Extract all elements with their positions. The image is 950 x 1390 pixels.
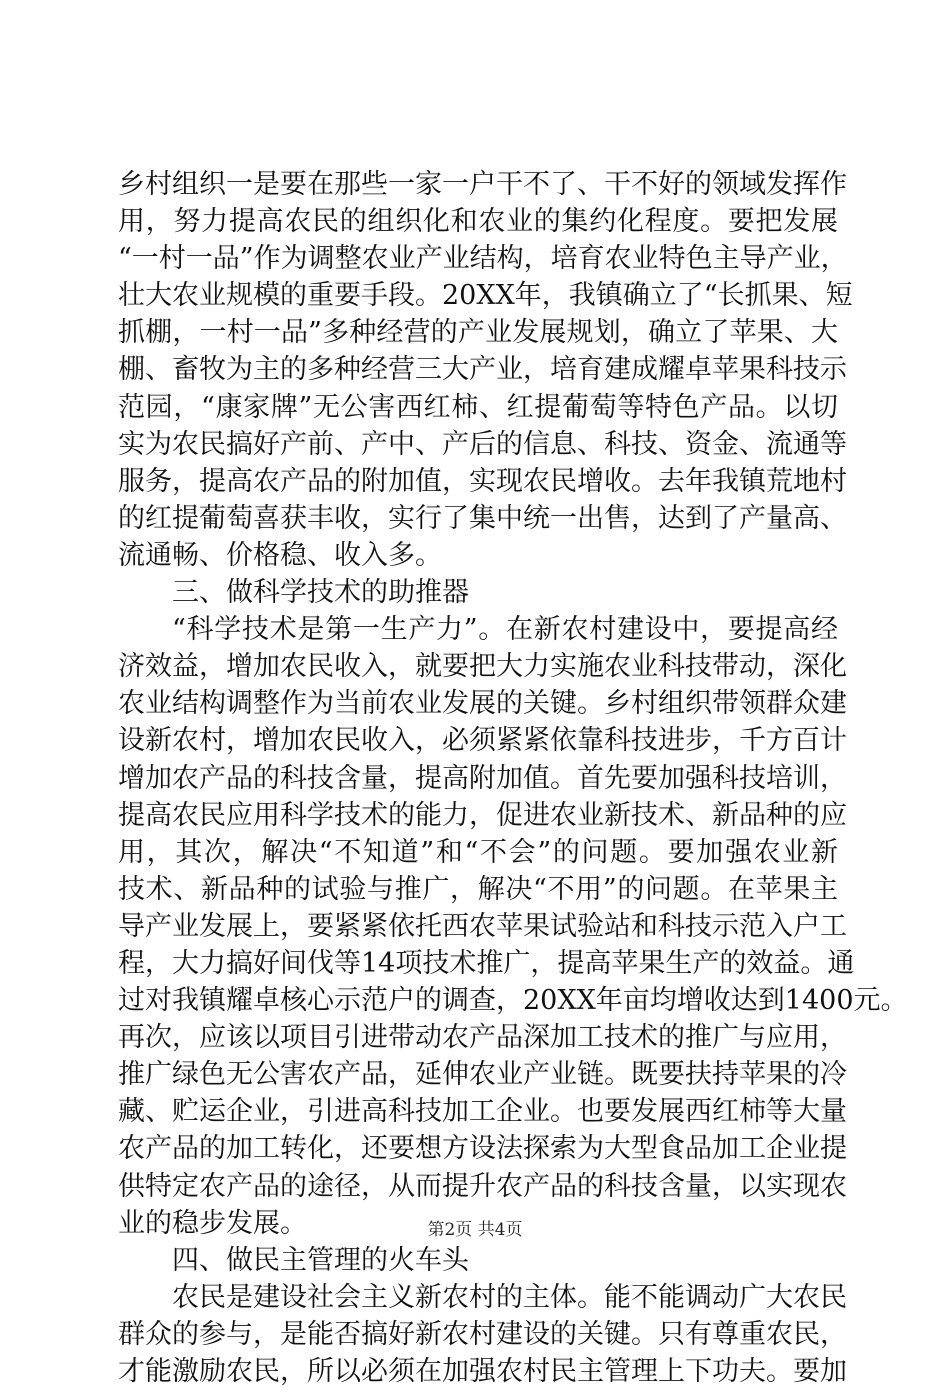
page-number-label: 第2页 共4页 xyxy=(427,1220,523,1240)
text-line: 业的稳步发展。 xyxy=(118,1207,307,1239)
text-line: 用，努力提高农民的组织化和农业的集约化程度。要把发展 xyxy=(118,206,838,238)
text-line: 推广绿色无公害农产品，延伸农业产业链。既要扶持苹果的冷 xyxy=(118,1059,847,1091)
page-footer xyxy=(0,1215,950,1240)
text-line: 供特定农产品的途径，从而提升农产品的科技含量，以实现农 xyxy=(118,1170,847,1202)
text-line: 设新农村，增加农民收入，必须紧紧依靠科技进步，千方百计 xyxy=(118,725,847,757)
text-line: 实为农民搞好产前、产中、产后的信息、科技、资金、流通等 xyxy=(118,428,847,460)
text-line: “科学技术是第一生产力”。在新农村建设中，要提高经 xyxy=(172,614,838,646)
text-line: 才能激励农民，所以必须在加强农村民主管理上下功夫。要加 xyxy=(118,1356,847,1387)
text-line: 乡村组织一是要在那些一家一户干不了、干不好的领域发挥作 xyxy=(118,169,847,200)
text-line: 过对我镇耀卓核心示范户的调查，20XX年亩均增收达到1400元。 xyxy=(118,985,908,1017)
text-line: 的红提葡萄喜获丰收，实行了集中统一出售，达到了产量高、 xyxy=(118,502,847,534)
text-line: 范园，“康家牌”无公害西红柿、红提葡萄等特色产品。以切 xyxy=(118,391,838,423)
text-line: 农产品的加工转化，还要想方设法探索为大型食品加工企业提 xyxy=(118,1133,847,1165)
text-line: 再次，应该以项目引进带动农产品深加工技术的推广与应用， xyxy=(118,1022,847,1054)
text-line: 导产业发展上，要紧紧依托西农苹果试验站和科技示范入户工 xyxy=(118,910,847,942)
text-line: 提高农民应用科学技术的能力，促进农业新技术、新品种的应 xyxy=(118,799,847,831)
text-line: 农业结构调整作为当前农业发展的关键。乡村组织带领群众建 xyxy=(118,688,847,720)
text-line: 棚、畜牧为主的多种经营三大产业，培育建成耀卓苹果科技示 xyxy=(118,354,847,386)
text-line: 济效益，增加农民收入，就要把大力实施农业科技带动，深化 xyxy=(118,651,847,683)
text-line: 用，其次，解决“不知道”和“不会”的问题。要加强农业新 xyxy=(118,836,838,868)
text-line: 群众的参与，是能否搞好新农村建设的关键。只有尊重农民， xyxy=(118,1318,847,1350)
text-line: 抓棚，一村一品”多种经营的产业发展规划，确立了苹果、大 xyxy=(118,317,838,349)
document-body xyxy=(118,166,908,1390)
text-line: 藏、贮运企业，引进高科技加工企业。也要发展西红柿等大量 xyxy=(118,1096,847,1128)
text-line: 农民是建设社会主义新农村的主体。能不能调动广大农民 xyxy=(172,1281,847,1313)
text-line: “一村一品”作为调整农业产业结构，培育农业特色主导产业， xyxy=(118,243,848,275)
text-line: 四、做民主管理的火车头 xyxy=(172,1244,469,1276)
text-line: 流通畅、价格稳、收入多。 xyxy=(118,539,442,571)
text-line: 增加农产品的科技含量，提高附加值。首先要加强科技培训， xyxy=(118,762,847,794)
text-line: 服务，提高农产品的附加值，实现农民增收。去年我镇荒地村 xyxy=(118,465,847,497)
text-line: 三、做科学技术的助推器 xyxy=(172,577,469,609)
text-line: 壮大农业规模的重要手段。20XX年，我镇确立了“长抓果、短 xyxy=(118,280,853,312)
text-line: 程，大力搞好间伐等14项技术推广，提高苹果生产的效益。通 xyxy=(118,947,855,979)
text-line: 技术、新品种的试验与推广，解决“不用”的问题。在苹果主 xyxy=(118,873,838,905)
